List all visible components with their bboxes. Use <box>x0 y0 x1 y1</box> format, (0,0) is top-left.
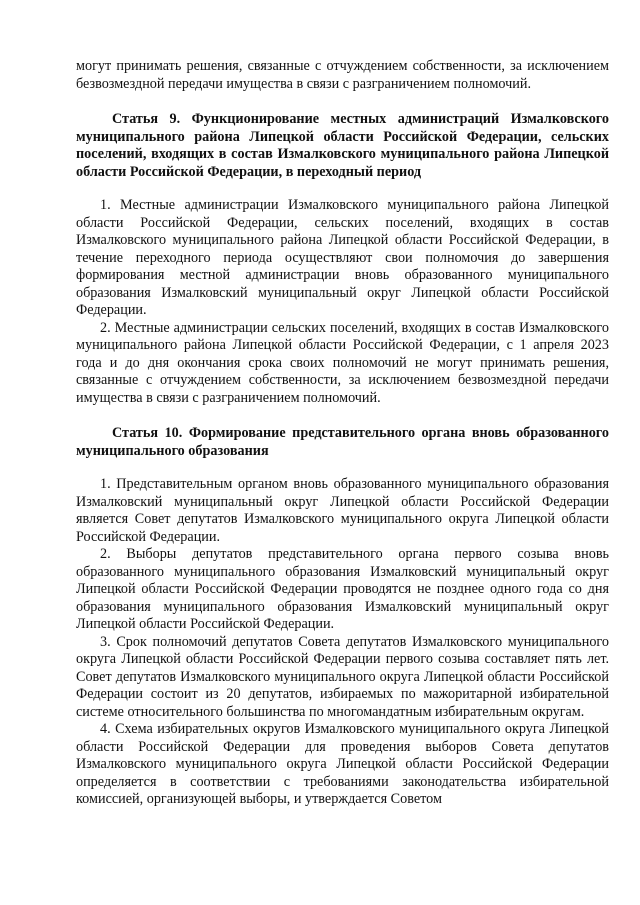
article-10-paragraph-4: 4. Схема избирательных округов Измалковского муниципального округа Липецкой области Российской Федерации для проведения выборов Совета депутатов Измалковского муниципального округа Липецкой области Российской Федерации определяется в соответствии с требованиями законодательства избирательной комиссией, организующей выборы, и утверждается Советом <box>76 721 609 807</box>
article-10-paragraph-1: 1. Представительным органом вновь образованного муниципального образования Измалковский муниципальный округ Липецкой области Российской Федерации является Совет депутатов Измалковского муниципального округа Липецкой области Российской Федерации. <box>76 476 609 545</box>
continuation-paragraph: могут принимать решения, связанные с отчуждением собственности, за исключением безвозмездной передачи имущества в связи с разграничением полномочий. <box>76 58 609 92</box>
article-10-paragraph-3: 3. Срок полномочий депутатов Совета депутатов Измалковского муниципального округа Липецкой области Российской Федерации первого созыва составляет пять лет. Совет депутатов Измалковского муниципального округа Липецкой области Российской Федерации состоит из 20 депутатов, избираемых по мажоритарной избирательной системе относительного большинства по многомандатным избирательным округам. <box>76 633 609 720</box>
article-9-paragraph-1: 1. Местные администрации Измалковского муниципального района Липецкой области Российской Федерации, сельских поселений, входящих в состав Измалковского муниципального района Липецкой области Российской Федерации, в течение переходного периода осуществляют свои полномочия до завершения формирования местной администрации вновь образованного муниципального образования Измалковский муниципальный округ Липецкой области Российской Федерации. <box>76 197 609 318</box>
article-10-heading: Статья 10. Формирование представительного органа вновь образованного муниципального образования <box>76 425 609 459</box>
document-page <box>76 58 609 809</box>
article-9-paragraph-2: 2. Местные администрации сельских поселений, входящих в состав Измалковского муниципального района Липецкой области Российской Федерации, с 1 апреля 2023 года и до дня окончания срока своих полномочий не могут принимать решения, связанные с отчуждением собственности, за исключением безвозмездной передачи имущества в связи с разграничением полномочий. <box>76 319 609 406</box>
spacer <box>76 93 609 111</box>
article-9-heading: Статья 9. Функционирование местных администраций Измалковского муниципального района Липецкой области Российской Федерации, сельских поселений, входящих в состав Измалковского муниципального района Липецкой области Российской Федерации, в переходный период <box>76 111 609 180</box>
article-10-paragraph-2: 2. Выборы депутатов представительного органа первого созыва вновь образованного муниципального образования Измалковский муниципальный округ Липецкой области Российской Федерации проводятся не позднее одного года со дня образования муниципального образования Измалковский муниципальный округ Липецкой области Российской Федерации. <box>76 546 609 632</box>
spacer <box>76 181 609 197</box>
spacer <box>76 407 609 425</box>
spacer <box>76 460 609 476</box>
